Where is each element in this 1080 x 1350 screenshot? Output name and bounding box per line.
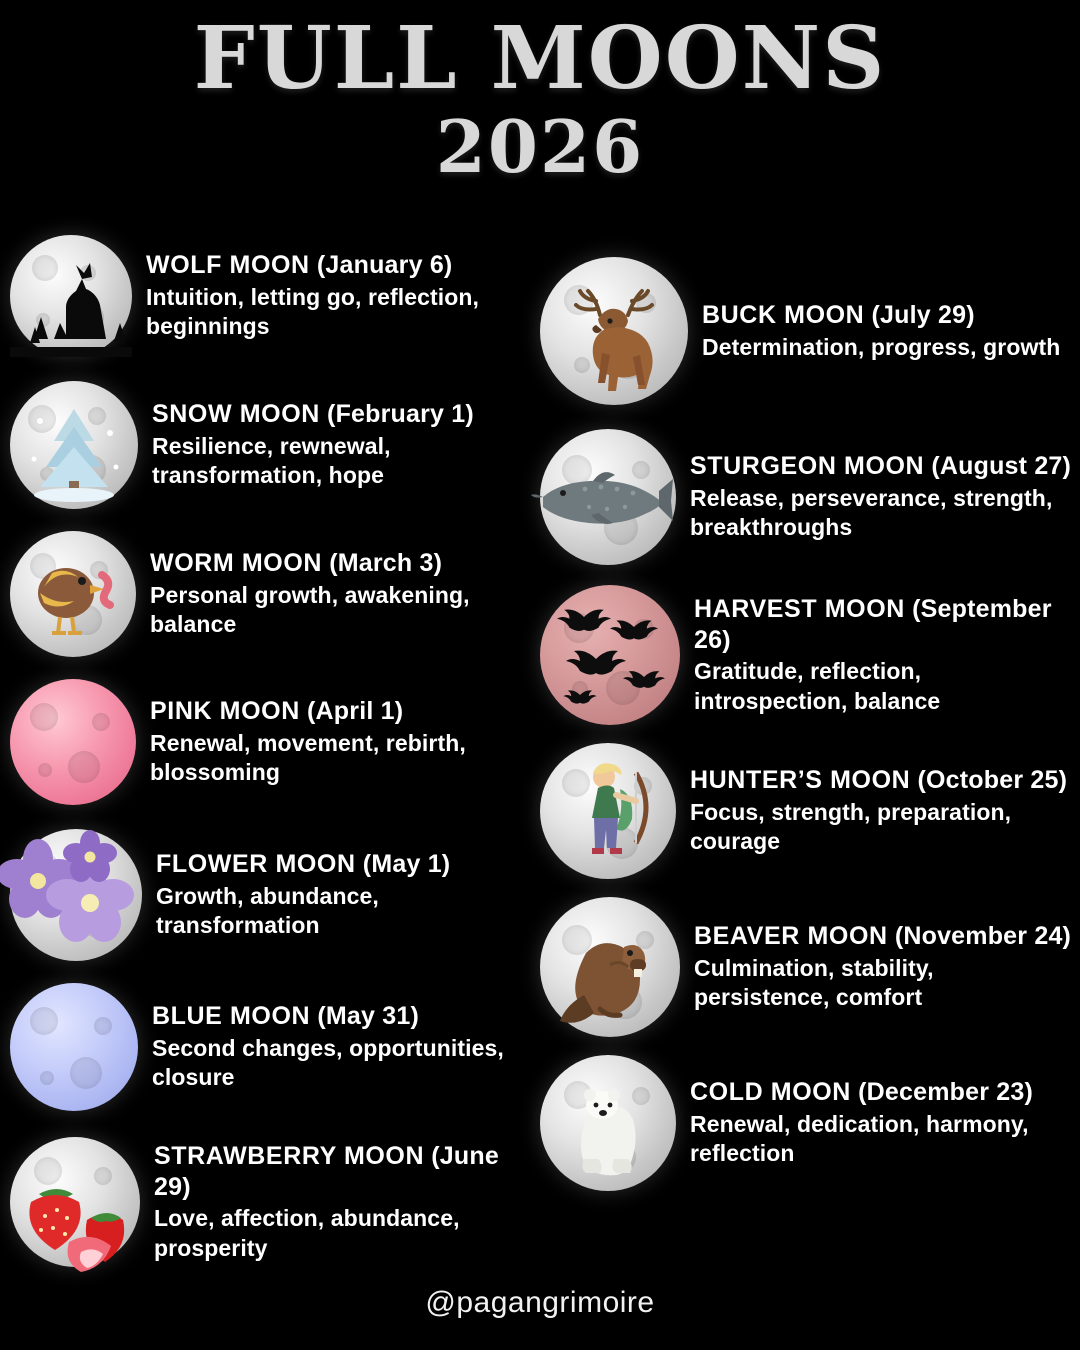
moon-keywords: Love, affection, abundance, prosperity — [154, 1205, 460, 1261]
moon-name: HUNTER’S MOON — [690, 766, 911, 795]
moon-image — [540, 429, 676, 565]
moon-text — [680, 921, 1072, 1012]
moon-text — [676, 765, 1072, 856]
moon-title — [152, 1001, 532, 1032]
moon-name: SNOW MOON — [152, 400, 320, 429]
list-item — [10, 983, 532, 1111]
moon-keywords: Culmination, stability, persistence, comfort — [694, 954, 934, 1011]
list-item — [10, 381, 532, 509]
moon-keywords: Renewal, dedication, harmony, reflection — [690, 1110, 1029, 1167]
moon-text — [136, 548, 532, 639]
moon-text — [136, 696, 532, 787]
moon-title — [702, 300, 1060, 331]
moon-name: WOLF MOON — [146, 251, 310, 280]
moon-date: (August 27) — [931, 452, 1072, 481]
moon-date: (October 25) — [917, 766, 1068, 795]
moon-text — [676, 451, 1072, 542]
moon-keywords: Determination, progress, growth — [702, 333, 1061, 360]
list-item — [10, 531, 532, 657]
moon-name: HARVEST MOON — [694, 595, 905, 624]
moon-title — [690, 1077, 1072, 1108]
moon-name: BEAVER MOON — [694, 922, 888, 951]
moon-name: STURGEON MOON — [690, 452, 925, 481]
moon-date: (December 23) — [858, 1078, 1034, 1107]
moon-title — [152, 399, 532, 430]
moon-name: COLD MOON — [690, 1078, 851, 1107]
list-item — [540, 257, 1072, 405]
right-column — [540, 235, 1080, 1267]
moon-image — [10, 235, 132, 357]
moon-keywords: Intuition, letting go, reflection, beginnings — [146, 283, 480, 340]
moon-title — [154, 1141, 532, 1202]
moon-date: (January 6) — [316, 251, 453, 280]
list-item — [540, 743, 1072, 879]
list-item — [540, 897, 1072, 1037]
list-item — [540, 429, 1072, 565]
moon-title — [694, 594, 1072, 655]
moon-date: (May 1) — [362, 850, 451, 879]
moon-date: (November 24) — [894, 922, 1072, 951]
moon-name: WORM MOON — [150, 549, 323, 578]
moon-title — [150, 548, 532, 579]
moon-image — [10, 679, 136, 805]
moon-image — [540, 257, 688, 405]
moon-image — [10, 983, 138, 1111]
moon-title — [690, 451, 1072, 482]
page-title: FULL MOONS — [193, 8, 887, 109]
moon-title — [694, 921, 1072, 952]
moon-name: FLOWER MOON — [156, 850, 356, 879]
moon-image — [540, 897, 680, 1037]
moon-image — [540, 1055, 676, 1191]
moon-date: (May 31) — [317, 1002, 419, 1031]
moon-keywords: Focus, strength, preparation, courage — [690, 798, 1012, 855]
moon-image — [540, 585, 680, 725]
moon-columns — [0, 235, 1080, 1267]
moon-image — [540, 743, 676, 879]
moon-title — [150, 696, 532, 727]
moon-date: (March 3) — [329, 549, 443, 578]
list-item — [10, 829, 532, 961]
list-item — [540, 585, 1072, 725]
left-column — [0, 235, 540, 1267]
moon-title — [156, 849, 532, 880]
moon-image — [10, 531, 136, 657]
moon-date: (February 1) — [327, 400, 474, 429]
list-item — [540, 1055, 1072, 1191]
moon-name: PINK MOON — [150, 697, 300, 726]
moon-image — [10, 381, 138, 509]
moon-name: BUCK MOON — [702, 301, 865, 330]
moon-keywords: Growth, abundance, transformation — [156, 882, 379, 939]
list-item — [10, 679, 532, 805]
moon-keywords: Gratitude, reflection, introspection, balance — [694, 658, 941, 714]
moon-text — [676, 1077, 1072, 1168]
moon-keywords: Release, perseverance, strength, breakthroughs — [690, 484, 1053, 541]
moon-date: (June 29) — [154, 1142, 499, 1201]
page-subtitle-year: 2026 — [435, 104, 645, 189]
moon-text — [138, 1001, 532, 1092]
moon-image — [10, 1137, 140, 1267]
moon-keywords: Renewal, movement, rebirth, blossoming — [150, 729, 466, 786]
credit-handle[interactable]: @pagangrimoire — [425, 1286, 655, 1319]
moon-date: (September 26) — [694, 595, 1052, 654]
moon-keywords: Second changes, opportunities, closure — [152, 1034, 504, 1091]
moon-text — [140, 1141, 532, 1263]
moon-title — [690, 765, 1072, 796]
moon-text — [680, 594, 1072, 716]
moon-text — [142, 849, 532, 940]
moon-name: BLUE MOON — [152, 1002, 311, 1031]
poster-header — [0, 0, 1080, 189]
moon-date: (July 29) — [871, 301, 975, 330]
moon-date: (April 1) — [307, 697, 404, 726]
moon-image — [10, 829, 142, 961]
moon-text — [688, 300, 1060, 362]
list-item — [10, 1137, 532, 1267]
moon-text — [138, 399, 532, 490]
moon-name: STRAWBERRY MOON — [154, 1142, 425, 1171]
moon-text — [132, 250, 532, 341]
list-item — [10, 235, 532, 357]
moon-keywords: Personal growth, awakening, balance — [150, 581, 470, 638]
moon-keywords: Resilience, rewnewal, transformation, hope — [152, 432, 391, 489]
moon-title — [146, 250, 532, 281]
